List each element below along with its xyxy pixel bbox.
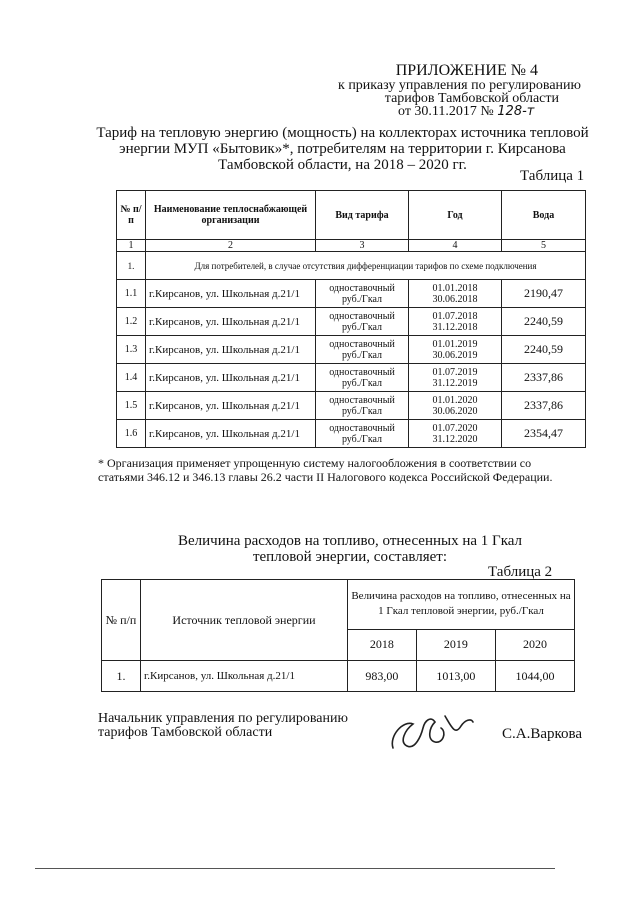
row-type — [316, 308, 409, 336]
colnum: 1 — [117, 240, 146, 252]
period-to: 31.12.2018 — [432, 321, 478, 333]
period-to: 30.06.2019 — [432, 349, 478, 361]
period-to: 31.12.2020 — [432, 433, 478, 445]
period-to: 30.06.2018 — [432, 293, 478, 305]
table-row — [117, 280, 586, 308]
row-num: 1.2 — [117, 308, 146, 336]
table-row — [102, 661, 575, 692]
row-org: г.Кирсанов, ул. Школьная д.21/1 — [146, 280, 316, 308]
year-2019: 2019 — [416, 629, 495, 660]
row-period — [409, 392, 502, 420]
row-num: 1. — [102, 661, 141, 692]
fuel-heading-line1: Величина расходов на топливо, отнесенных на 1 Гкал — [177, 533, 523, 549]
row-type — [316, 364, 409, 392]
colnum: 5 — [502, 240, 586, 252]
type-line1: одноставочный — [329, 366, 395, 378]
handwritten-signature — [385, 706, 475, 756]
row-num: 1.3 — [117, 336, 146, 364]
heading-line1: Тариф на тепловую энергию (мощность) на коллекторах источника тепловой — [96, 125, 589, 141]
header-type: Вид тарифа — [316, 191, 409, 240]
fuel-table — [101, 579, 575, 692]
row-2019: 1013,00 — [416, 661, 495, 692]
period-from: 01.07.2020 — [432, 422, 478, 434]
header-org: Наименование теплоснабжающей организации — [146, 191, 316, 240]
type-line1: одноставочный — [329, 394, 395, 406]
row-type — [316, 392, 409, 420]
section-text: Для потребителей, в случае отсутствия дифференциации тарифов по схеме подключения — [146, 252, 586, 280]
row-num: 1.1 — [117, 280, 146, 308]
row-type — [316, 336, 409, 364]
position-line2: тарифов Тамбовской области — [98, 725, 273, 740]
type-line2: руб./Гкал — [341, 349, 383, 361]
period-to: 31.12.2019 — [432, 377, 478, 389]
type-line1: одноставочный — [329, 338, 395, 350]
signatory-position — [98, 712, 348, 740]
period-from: 01.01.2018 — [432, 282, 478, 294]
row-org: г.Кирсанов, ул. Школьная д.21/1 — [146, 308, 316, 336]
colnum: 4 — [409, 240, 502, 252]
type-line2: руб./Гкал — [341, 433, 383, 445]
row-value: 2240,59 — [502, 336, 586, 364]
type-line2: руб./Гкал — [341, 293, 383, 305]
type-line2: руб./Гкал — [341, 377, 383, 389]
header-source: Источник тепловой энергии — [141, 580, 348, 661]
row-num: 1.4 — [117, 364, 146, 392]
period-from: 01.07.2018 — [432, 310, 478, 322]
header-num: № п/п — [102, 580, 141, 661]
row-num: 1.5 — [117, 392, 146, 420]
row-period — [409, 420, 502, 448]
colnum: 2 — [146, 240, 316, 252]
table2-caption: Таблица 2 — [488, 564, 553, 580]
row-org: г.Кирсанов, ул. Школьная д.21/1 — [146, 336, 316, 364]
order-number: 128-т — [497, 104, 535, 119]
heading-line2: энергии МУП «Бытовик»*, потребителям на территории г. Кирсанова — [119, 141, 566, 157]
table-row — [117, 308, 586, 336]
appendix-line2: тарифов Тамбовской области — [384, 91, 559, 106]
tariff-table — [116, 190, 586, 448]
row-value: 2337,86 — [502, 364, 586, 392]
table-row — [117, 364, 586, 392]
row-org: г.Кирсанов, ул. Школьная д.21/1 — [146, 420, 316, 448]
row-num: 1.6 — [117, 420, 146, 448]
fuel-heading — [150, 533, 550, 565]
year-2020: 2020 — [495, 629, 574, 660]
row-period — [409, 308, 502, 336]
type-line2: руб./Гкал — [341, 321, 383, 333]
fuel-heading-line2: тепловой энергии, составляет: — [252, 549, 448, 565]
table-row — [117, 336, 586, 364]
row-value: 2337,86 — [502, 392, 586, 420]
page-bottom-rule — [35, 868, 555, 869]
type-line1: одноставочный — [329, 282, 395, 294]
row-period — [409, 336, 502, 364]
row-type — [316, 280, 409, 308]
table-header-row — [117, 191, 586, 240]
type-line1: одноставочный — [329, 422, 395, 434]
table-number-row — [117, 240, 586, 252]
period-from: 01.07.2019 — [432, 366, 478, 378]
row-type — [316, 420, 409, 448]
tariff-heading — [90, 125, 595, 173]
header-water: Вода — [502, 191, 586, 240]
signatory-name: С.А.Варкова — [502, 726, 583, 742]
type-line1: одноставочный — [329, 310, 395, 322]
colnum: 3 — [316, 240, 409, 252]
period-from: 01.01.2019 — [432, 338, 478, 350]
row-org: г.Кирсанов, ул. Школьная д.21/1 — [146, 392, 316, 420]
period-from: 01.01.2020 — [432, 394, 478, 406]
heading-line3: Тамбовской области, на 2018 – 2020 гг. — [218, 157, 467, 173]
row-value: 2354,47 — [502, 420, 586, 448]
footnote-line1: * Организация применяет упрощенную систему налогообложения в соответствии со — [98, 456, 532, 470]
appendix-line1: к приказу управления по регулированию — [338, 78, 581, 93]
table-header-row — [102, 580, 575, 630]
position-line1: Начальник управления по регулированию — [98, 711, 348, 726]
row-value: 2240,59 — [502, 308, 586, 336]
row-value: 2190,47 — [502, 280, 586, 308]
appendix-title: ПРИЛОЖЕНИЕ № 4 — [395, 62, 538, 79]
table1-caption: Таблица 1 — [520, 168, 585, 184]
section-num: 1. — [117, 252, 146, 280]
table-row — [117, 420, 586, 448]
order-date: от 30.11.2017 № — [398, 104, 494, 119]
header-year: Год — [409, 191, 502, 240]
row-period — [409, 280, 502, 308]
row-source: г.Кирсанов, ул. Школьная д.21/1 — [141, 661, 348, 692]
table-row — [117, 392, 586, 420]
year-2018: 2018 — [348, 629, 417, 660]
row-2018: 983,00 — [348, 661, 417, 692]
row-2020: 1044,00 — [495, 661, 574, 692]
section-row — [117, 252, 586, 280]
appendix-line3 — [398, 104, 534, 120]
header-value: Величина расходов на топливо, отнесенных на 1 Гкал тепловой энергии, руб./Гкал — [348, 580, 575, 630]
type-line2: руб./Гкал — [341, 405, 383, 417]
footnote — [98, 456, 552, 484]
header-num: № п/п — [117, 191, 146, 240]
row-period — [409, 364, 502, 392]
period-to: 30.06.2020 — [432, 405, 478, 417]
footnote-line2: статьями 346.12 и 346.13 главы 26.2 части II Налогового кодекса Российской Федерации. — [98, 470, 553, 484]
row-org: г.Кирсанов, ул. Школьная д.21/1 — [146, 364, 316, 392]
